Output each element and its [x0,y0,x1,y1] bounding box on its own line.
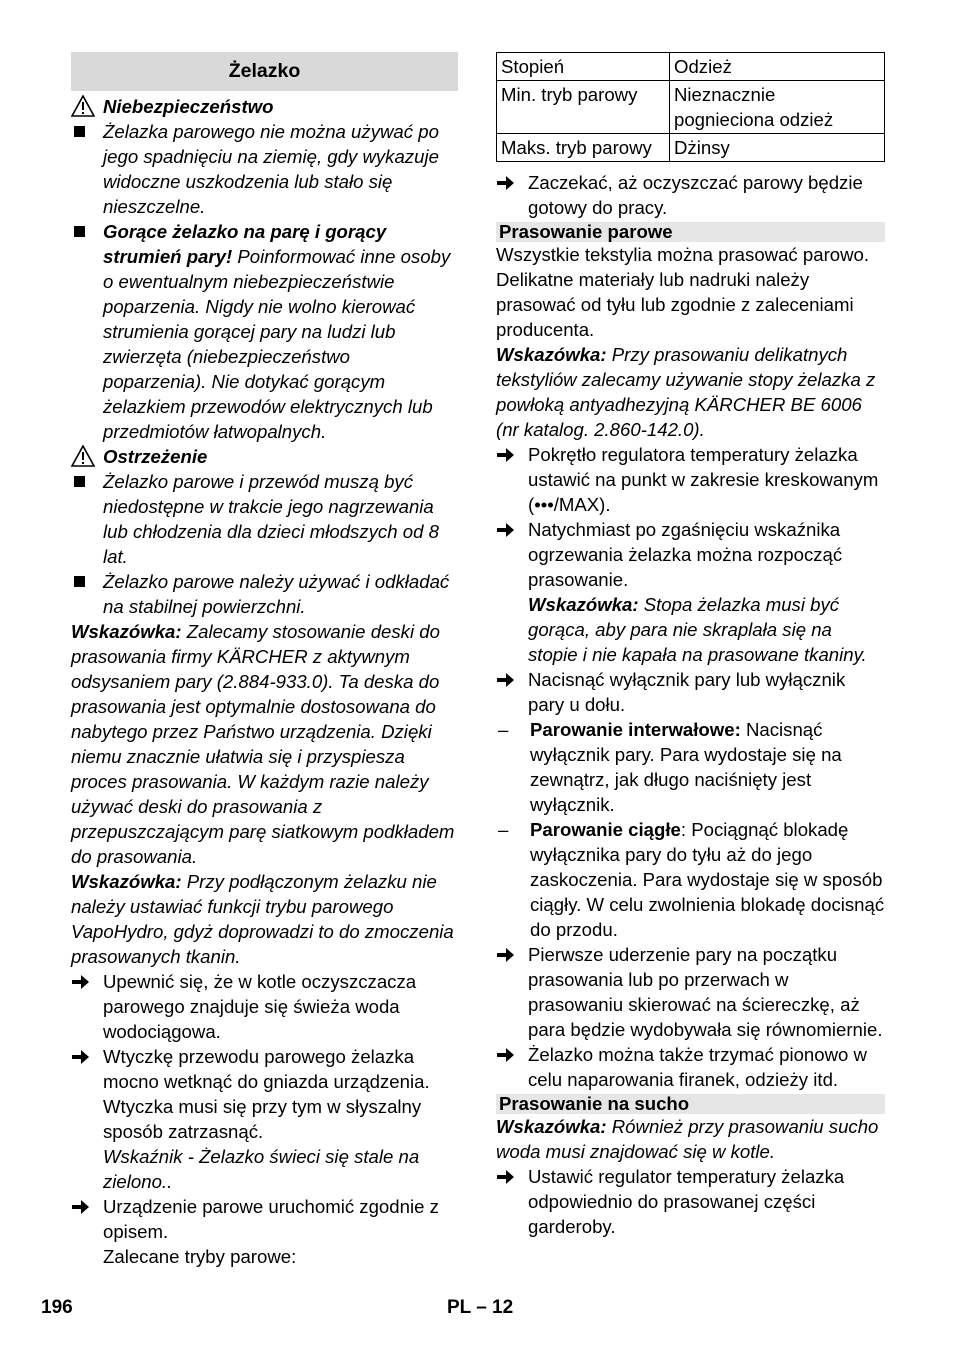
arrow-right-icon [71,1194,103,1269]
caution-heading-row [71,444,458,469]
danger-heading: Niebezpieczeństwo [103,96,274,117]
right-column [496,52,885,1239]
table-cell: Dżinsy [670,134,885,162]
danger-bullet-text: Gorące żelazko na parę i gorący strumień pary! Poinformować inne osoby o ewentualnym niebezpieczeństwie poparzenia. Nigdy nie wolno kierować strumienia gorącej pary na ludzi lub zwierzęta (niebezpieczeństwo poparzenia). Nie dotykać gorącym żelazkiem przewodów elektrycznych lub przedmiotów łatwopalnych. [103,221,451,442]
step-text: Zaczekać, aż oczyszczać parowy będzie gotowy do pracy. [528,172,863,218]
arrow-right-icon [496,170,528,220]
table-cell: Nieznacznie pognieciona odzież [670,81,885,134]
step-text: Nacisnąć wyłącznik pary lub wyłącznik pary u dołu. [528,669,846,715]
warning-triangle-icon [71,94,103,119]
square-bullet-icon [71,219,103,444]
step-text: Upewnić się, że w kotle oczyszczacza parowego znajduje się świeża woda wodociągowa. [103,971,417,1042]
step-text: Żelazko można także trzymać pionowo w celu naparowania firanek, odzieży itd. [528,1044,867,1090]
dash-text: Parowanie ciągłe: Pociągnąć blokadę wyłącznika pary do tyłu aż do jego zaskoczenia. Para wydostaje się w sposób ciągły. W celu zwolnienia blokadę docisnąć do przodu. [530,819,885,940]
subsection-heading-steam: Prasowanie parowe [496,222,885,242]
left-column [71,52,458,1269]
arrow-right-icon [496,667,528,717]
step-text: Natychmiast po zgaśnięciu wskaźnika ogrzewania żelazka można rozpocząć prasowanie. Wskazówka: Stopa żelazka musi być gorąca, aby para nie skraplała się na stopie i nie kapała na prasowane tkaniny. [528,519,867,665]
arrow-right-icon [496,442,528,517]
step-text: Pokrętło regulatora temperatury żelazka ustawić na punkt w zakresie kreskowanym (•••/MAX). [528,444,879,515]
arrow-right-icon [71,1044,103,1194]
step-item [496,1042,885,1092]
warning-triangle-icon [71,444,103,469]
caution-bullet-text: Żelazko parowe i przewód muszą być niedostępne w trakcie jego nagrzewania lub chłodzenia dla dzieci młodszych od 8 lat. [103,471,439,567]
square-bullet-icon [71,469,103,569]
note-ironing-board: Wskazówka: Zalecamy stosowanie deski do prasowania firmy KÄRCHER z aktywnym odsysaniem pary (2.884-933.0). Ta deska do prasowania jest optymalnie dostosowana do nabytego przez Państwo urządzenia. Dzięki niemu znacznie ułatwia się i przyspiesza proces prasowania. W każdym razie należy używać deski do prasowania z przepuszczającym parę siatkowym podkładem do prasowania. [71,621,455,867]
step-text: Ustawić regulator temperatury żelazka odpowiednio do prasowanej części garderoby. [528,1166,845,1237]
note-soleplate: Wskazówka: Przy prasowaniu delikatnych tekstyliów zalecamy używanie stopy żelazka z powłoką antyadhezyjną KÄRCHER BE 6006 (nr katalog. 2.860-142.0). [496,344,876,440]
step-text: Pierwsze uderzenie pary na początku prasowania lub po przerwach w prasowaniu skierować na ściereczkę, aż para będzie wydobywała się równomiernie. [528,944,883,1040]
table-header-row [497,53,885,81]
arrow-right-icon [496,942,528,1042]
table-cell: Maks. tryb parowy [497,134,670,162]
step-item [496,170,885,220]
step-item [71,969,458,1044]
step-text: Urządzenie parowe uruchomić zgodnie z opisem. Zalecane tryby parowe: [103,1196,439,1267]
dash-bullet: – [498,819,509,840]
danger-bullet [71,119,458,219]
table-row [497,81,885,134]
step-item [496,442,885,517]
subsection-heading-dry: Prasowanie na sucho [496,1094,885,1114]
danger-heading-row [71,94,458,119]
step-item [496,942,885,1042]
page-label: PL – 12 [447,1297,514,1318]
table-row [497,134,885,162]
danger-bullet [71,219,458,444]
arrow-right-icon [496,1042,528,1092]
indicator-note: Wskaźnik - Żelazko świeci się stale na zielono.. [103,1146,420,1192]
dash-text: Parowanie interwałowe: Nacisnąć wyłącznik pary. Para wydostaje się na zewnątrz, jak długo naciśnięty jest wyłącznik. [530,719,842,815]
table-header-cell: Odzież [670,53,885,81]
step-text: Wtyczkę przewodu parowego żelazka mocno wetknąć do gniazda urządzenia. Wtyczka musi się przy tym w słyszalny sposób zatrzasnąć. Wskaźnik - Żelazko świeci się stale na zielono.. [103,1046,430,1192]
arrow-right-icon [496,1164,528,1239]
steam-modes-table [496,52,885,162]
arrow-right-icon [71,969,103,1044]
square-bullet-icon [71,569,103,619]
step-item [496,667,885,717]
caution-bullet-text: Żelazko parowe należy używać i odkładać na stabilnej powierzchni. [103,571,450,617]
step-note: Wskazówka: Stopa żelazka musi być gorąca, aby para nie skraplała się na stopie i nie kapała na prasowane tkaniny. [528,594,867,665]
arrow-right-icon [496,517,528,667]
caution-bullet [71,569,458,619]
section-title: Żelazko [71,52,458,91]
square-bullet-icon [71,119,103,219]
note-vapohydro: Wskazówka: Przy podłączonym żelazku nie należy ustawiać funkcji trybu parowego VapoHydro, gdyż doprowadzi to do zmoczenia prasowanych tkanin. [71,871,454,967]
page-number: 196 [41,1297,73,1318]
step-item [71,1194,458,1269]
step-item [71,1044,458,1194]
table-header-cell: Stopień [497,53,670,81]
step-item [496,517,885,667]
dash-item [496,817,885,942]
dash-bullet: – [498,719,509,740]
step-item [496,1164,885,1239]
note-dry: Wskazówka: Również przy prasowaniu sucho woda musi znajdować się w kotle. [496,1116,879,1162]
dash-item [496,717,885,817]
caution-heading: Ostrzeżenie [103,446,208,467]
danger-bullet-text: Żelazka parowego nie można używać po jego spadnięciu na ziemię, gdy wykazuje widoczne uszkodzenia lub stało się nieszczelne. [103,121,439,217]
steam-intro: Wszystkie tekstylia można prasować parowo. Delikatne materiały lub nadruki należy prasować od tyłu lub zgodnie z zaleceniami producenta. [496,244,870,340]
recommended-modes-label: Zalecane tryby parowe: [103,1246,297,1267]
caution-bullet [71,469,458,569]
table-cell: Min. tryb parowy [497,81,670,134]
